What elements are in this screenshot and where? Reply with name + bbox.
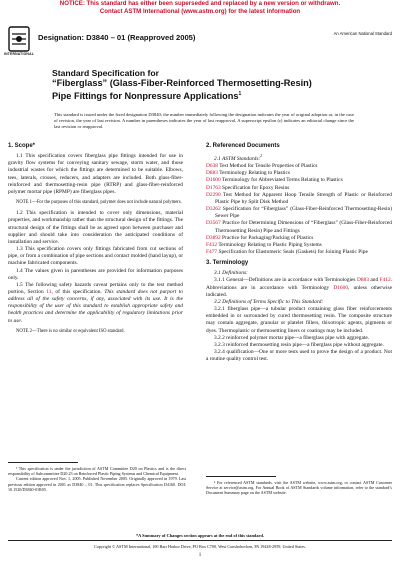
paragraph-1-4: 1.4 The values given in parentheses are provided for information purposes only. — [8, 267, 183, 281]
d311-c: . Abbreviations are in accordance with Terminology — [206, 277, 393, 291]
reference-item — [206, 235, 392, 242]
reference-code-link[interactable]: D1763 — [206, 184, 221, 191]
paragraph-1-5 — [8, 282, 183, 325]
title-line-2: “Fiberglass” (Glass-Fiber-Reinforced Thermosetting-Resin) — [52, 78, 312, 88]
reference-list — [206, 163, 392, 256]
definition-3-2-3: 3.2.3 reinforced thermosetting resin pipe—a fiberglass pipe without aggregate. — [214, 341, 384, 348]
note-2: NOTE 2—There is no similar or equivalent ISO standard. — [16, 328, 125, 334]
section-2-heading: 2. Referenced Documents — [206, 143, 280, 149]
paragraph-1-3: 1.3 This specification covers only fittings fabricated from cut sections of pipe, or from a combination of pipe sections and contact molded (hand layup), or machine fabricated components. — [8, 246, 183, 267]
p15-start: 1.5 The following safety hazards caveat pertains only to the test method portion, Section — [8, 281, 183, 296]
reference-code-link[interactable]: D638 — [206, 163, 218, 170]
reference-code-link[interactable]: F477 — [206, 248, 218, 255]
d883-link[interactable]: D883 — [356, 277, 369, 284]
logo-caption: INTERNATIONAL — [3, 52, 35, 56]
reference-title: Terminology for Abbreviated Terms Relating to Plastics — [221, 177, 343, 184]
title-line-1: Standard Specification for — [52, 68, 159, 78]
reference-title: Test Method for Apparent Hoop Tensile Strength of Plastic or Reinforced Plastic Pipe by Split Disk Method — [215, 191, 392, 205]
designation: Designation: D3840 – 01 (Reapproved 2005) — [38, 33, 196, 42]
reference-code-link[interactable]: D1600 — [206, 177, 221, 184]
title-line-3-text: Pipe Fittings for Nonpressure Applications — [52, 91, 239, 102]
reference-code-link[interactable]: D3892 — [206, 234, 221, 241]
safety-caveat: This standard does not purport to address all of the safety concerns, if any, associated with its use. It is the responsibility of the user of this standard to establish appropriate safety and health practices and determine the applicability of regulatory limitations prior to use. — [8, 289, 184, 324]
notice-line-1: NOTICE: This standard has either been superseded and replaced by a new version or withdrawn. — [59, 0, 341, 7]
d1600-link[interactable]: D1600 — [333, 284, 349, 291]
definition-3-1-1 — [206, 277, 392, 298]
footnote-rule-left — [8, 462, 78, 463]
issuance-note: This standard is issued under the fixed designation D3840; the number immediately following the designation indicates the year of original adoption or, in the case of revision, the year of last revision. A number in parentheses indicates the year of last reapproval. A superscript epsilon (ε) indicates an editorial change since the last revision or reapproval. — [54, 112, 354, 129]
withdrawal-notice — [0, 0, 400, 15]
reference-item — [206, 192, 392, 206]
paragraph-1-2: 1.2 This specification is intended to cover only dimensions, material properties, and workmanship rather than the structural design of the fittings. The structural design of the fittings shall be as agreed upon between purchaser and supplier and should take into consideration the anticipated conditions of installation and service. — [8, 210, 183, 245]
summary-of-changes-note: *A Summary of Changes section appears at the end of this standard. — [135, 533, 265, 538]
american-national-standard-label: An American National Standard — [333, 31, 392, 36]
d311-d: , unless otherwise indicated. — [206, 284, 392, 298]
reference-title: Practice for Determining Dimensions of “Fiberglass” (Glass-Fiber-Reinforced Thermosetting Resin) Pipe and Fittings — [215, 220, 392, 234]
footnote-1: ¹ This specification is under the jurisdiction of ASTM Committee D20 on Plastics and is the direct responsibility of Subcommittee D20.23 on Reinforced Plastic Piping Systems and Chemical Equipment. — [8, 466, 186, 477]
footnote-rule-right — [206, 476, 276, 477]
definition-3-2-2: 3.2.2 reinforced polymer mortar pipe—a fiberglass pipe with aggregate. — [214, 334, 370, 341]
page-number: 1 — [198, 553, 202, 558]
f412-link[interactable]: F412 — [379, 277, 391, 284]
title-line-3 — [52, 89, 372, 102]
d311-a: 3.1.1 General—Definitions are in accordance with Terminologies — [214, 277, 357, 284]
definition-3-2-4: 3.2.4 qualification—One or more tests used to prove the design of a product. Not a routine quality control test. — [206, 349, 392, 363]
reference-item — [206, 242, 392, 249]
title-footnote-mark: 1 — [238, 91, 242, 97]
reference-title: Practice for Packaging/Packing of Plastics — [222, 234, 314, 241]
reference-title: Specification for Epoxy Resins — [222, 184, 290, 191]
notice-line-2: Contact ASTM International (www.astm.org) for the latest information — [99, 7, 301, 15]
reference-item — [206, 163, 392, 170]
definitions-3-2: 3.2 Definitions of Terms Specific to This Standard: — [214, 298, 324, 305]
paragraph-1-1: 1.1 This specification covers fiberglass pipe fittings intended for use in gravity flow systems for conveying sanitary sewage, storm water, and those industrial wastes for which the fittings are determined to be suitable. Elbows, tees, laterals, crosses, reducers, and adapters are included. Both glass-fiber-reinforced and thermosetting-resin pipe (RTRP) and glass-fiber-reinforced polymer mortar pipe (RPMP) are fiberglass pipes. — [8, 153, 183, 195]
reference-item — [206, 249, 392, 256]
reference-title: Terminology Relating to Plastic Piping Systems — [218, 241, 322, 248]
section-11-link[interactable]: 11 — [46, 289, 52, 296]
reference-item — [206, 177, 392, 184]
reference-code-link[interactable]: D3262 — [206, 206, 221, 213]
note-1: NOTE 1—For the purposes of this standard, polymer does not include natural polymers. — [16, 200, 182, 206]
copyright-line: Copyright © ASTM International, 100 Barr Harbor Drive, PO Box C700, West Conshohocken, PA 19428-2959, United States. — [94, 544, 306, 549]
reference-title: Test Method for Tensile Properties of Plastics — [219, 163, 318, 170]
reference-title: Specification for “Fiberglass” (Glass-Fiber-Reinforced Thermosetting-Resin) Sewer Pipe — [215, 206, 392, 220]
reference-item — [206, 220, 392, 234]
footnote-2-mark: 2 — [260, 154, 263, 159]
footer-rule — [8, 540, 392, 541]
section-1-heading: 1. Scope* — [8, 143, 36, 149]
reference-item — [206, 206, 392, 220]
p15-end: , of this specification. — [51, 289, 105, 296]
right-column — [206, 143, 392, 363]
astm-logo-icon — [8, 26, 30, 52]
definition-3-2-1: 3.2.1 fiberglass pipe—a tubular product containing glass fiber reinforcements embedded in or surrounded by cured thermosetting resin. The composite structure may contain aggregate, granular or platelet fillers, thixotropic agents, pigments or dyes. Thermoplastic or thermosetting liners or coatings may be included. — [206, 306, 392, 334]
astm-standards-subheading — [206, 153, 392, 163]
footnotes-left — [8, 466, 186, 492]
document-title — [52, 68, 372, 102]
reference-code-link[interactable]: D3567 — [206, 220, 221, 227]
reference-code-link[interactable]: D2290 — [206, 191, 221, 198]
reference-item — [206, 185, 392, 192]
footnote-2: ² For referenced ASTM standards, visit the ASTM website, www.astm.org, or contact ASTM Customer Service at service@astm.org. For Annual Book of ASTM Standards volume information, refer to the standard’s Document Summary page on the ASTM website. — [206, 480, 392, 496]
section-3-heading: 3. Terminology — [206, 260, 249, 267]
reference-title: Specification for Elastomeric Seals (Gaskets) for Joining Plastic Pipe — [218, 248, 368, 255]
reference-title: Terminology Relating to Plastics — [219, 170, 290, 177]
reference-code-link[interactable]: D883 — [206, 170, 218, 177]
footnote-1-edition: Current edition approved Nov. 1, 2005. Published November 2005. Originally approved in 1979. Last previous edition approved in 2001 as D3840 – 01. This specification replaces Specification D4160. DOI: 10.1520/D3840-01R05. — [8, 476, 186, 492]
d311-b: and — [368, 277, 380, 284]
astm-standards-label: 2.1 ASTM Standards: — [214, 155, 261, 162]
left-column — [8, 143, 183, 335]
definitions-3-1: 3.1 Definitions: — [214, 270, 248, 277]
reference-code-link[interactable]: F412 — [206, 241, 218, 248]
